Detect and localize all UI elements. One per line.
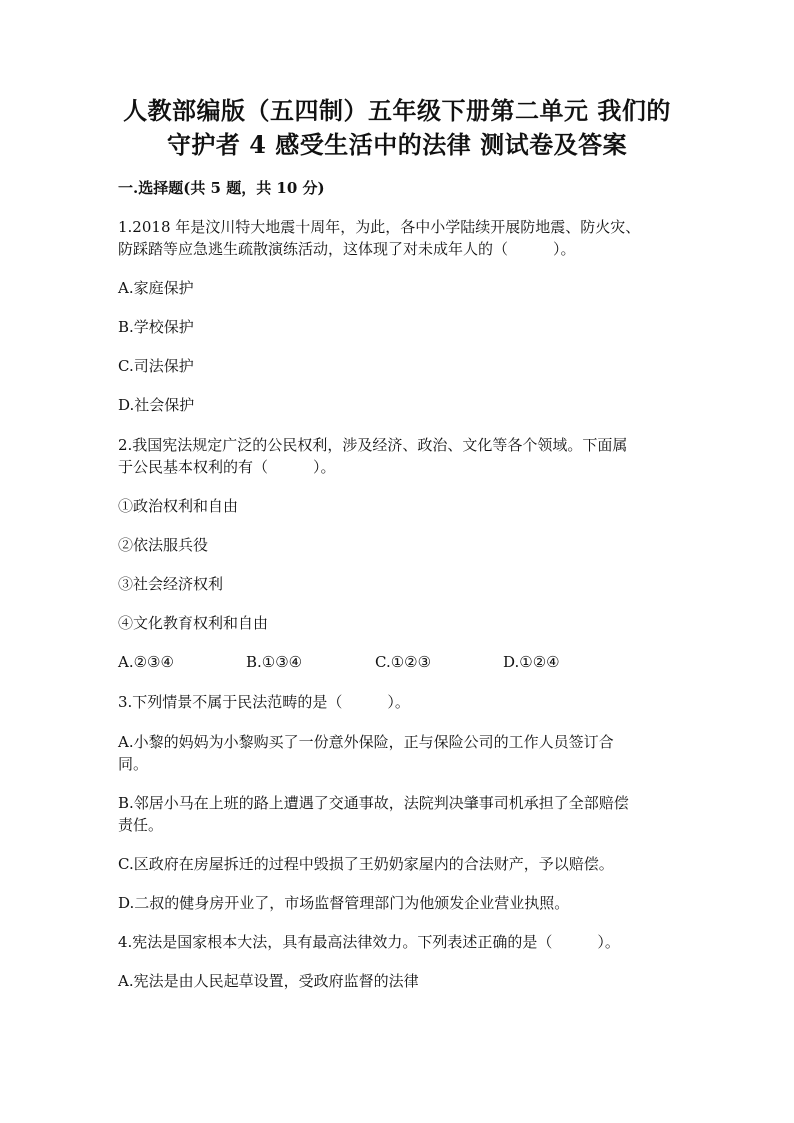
- question-2-statement-1: ①政治权利和自由: [118, 497, 239, 515]
- question-2-option-a: A.②③④: [118, 653, 174, 671]
- question-2-option-c: C.①②③: [375, 653, 432, 671]
- question-1-stem-line-1: 1.2018 年是汶川特大地震十周年，为此，各中小学陆续开展防地震、防火灾、: [118, 218, 641, 236]
- question-1-option-b: B.学校保护: [118, 318, 194, 336]
- question-2-statement-3: ③社会经济权利: [118, 575, 224, 593]
- question-3-option-b-line-1: B.邻居小马在上班的路上遭遇了交通事故，法院判决肇事司机承担了全部赔偿: [118, 794, 629, 812]
- question-1-option-a: A.家庭保护: [118, 279, 194, 297]
- document-title-line-1: 人教部编版（五四制）五年级下册第二单元 我们的: [123, 96, 671, 125]
- question-2-option-d: D.①②④: [503, 653, 560, 671]
- question-3-option-a-line-1: A.小黎的妈妈为小黎购买了一份意外保险，正与保险公司的工作人员签订合: [118, 733, 614, 751]
- question-1-stem-line-2: 防踩踏等应急逃生疏散演练活动，这体现了对未成年人的（ ）。: [118, 240, 576, 258]
- question-3-option-a-line-2: 同。: [118, 755, 149, 773]
- question-1-option-c: C.司法保护: [118, 357, 194, 375]
- question-2-stem-line-1: 2.我国宪法规定广泛的公民权利，涉及经济、政治、文化等各个领域。下面属: [118, 436, 628, 454]
- question-2-stem-line-2: 于公民基本权利的有（ ）。: [118, 458, 336, 476]
- question-3-stem: 3.下列情景不属于民法范畴的是（ ）。: [118, 693, 410, 711]
- question-4-option-a: A.宪法是由人民起草设置，受政府监督的法律: [118, 972, 419, 990]
- question-3-option-d: D.二叔的健身房开业了，市场监督管理部门为他颁发企业营业执照。: [118, 894, 570, 912]
- question-2-statement-4: ④文化教育权利和自由: [118, 614, 269, 632]
- question-2-statement-2: ②依法服兵役: [118, 536, 209, 554]
- section-heading-choice: 一.选择题(共 5 题，共 10 分): [118, 179, 325, 197]
- question-2-option-b: B.①③④: [246, 653, 303, 671]
- question-4-stem: 4.宪法是国家根本大法，具有最高法律效力。下列表述正确的是（ ）。: [118, 933, 620, 951]
- document-title-line-2: 守护者 4 感受生活中的法律 测试卷及答案: [166, 130, 628, 159]
- question-3-option-c: C.区政府在房屋拆迁的过程中毁损了王奶奶家屋内的合法财产，予以赔偿。: [118, 855, 614, 873]
- question-1-option-d: D.社会保护: [118, 396, 195, 414]
- question-3-option-b-line-2: 责任。: [118, 816, 164, 834]
